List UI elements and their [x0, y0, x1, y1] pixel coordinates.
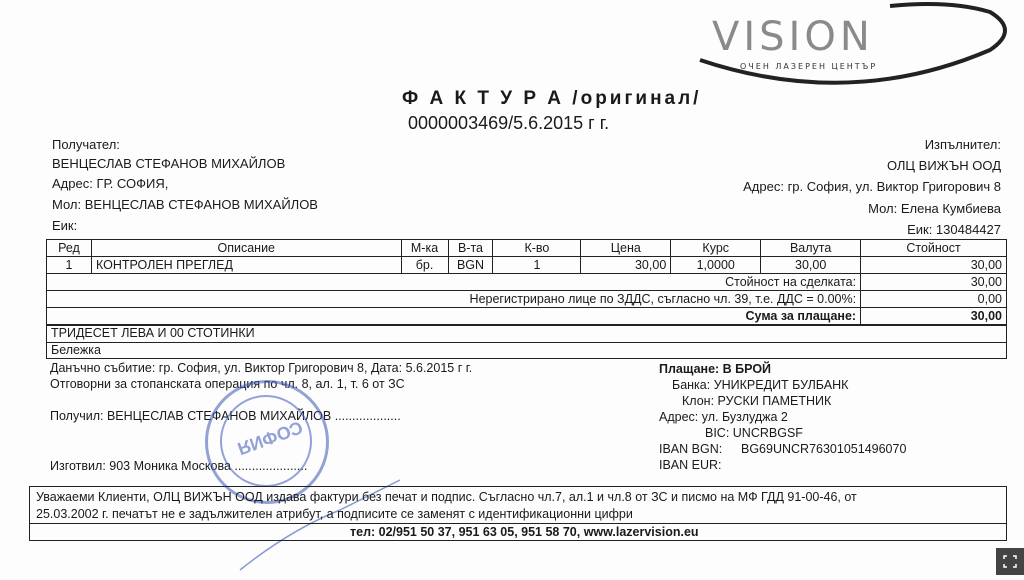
- recipient-eik: Еик:: [52, 218, 78, 233]
- cell-row-num: 1: [47, 257, 92, 274]
- invoice-items-table: [46, 239, 1007, 325]
- fullscreen-button[interactable]: [996, 548, 1024, 575]
- supplier-eik: Еик: 130484427: [907, 222, 1001, 237]
- supplier-name: ОЛЦ ВИЖЪН ООД: [886, 158, 1001, 173]
- prepared-by: Изготвил: 903 Моника Москова .....................: [50, 459, 308, 473]
- stamp-text: СОФИЯ: [234, 416, 306, 459]
- col-header: Ред: [47, 240, 92, 257]
- vision-logo: VISION: [712, 14, 874, 60]
- cell-price: 30,00: [581, 257, 671, 274]
- footer-line-1: Уважаеми Клиенти, ОЛЦ ВИЖЪН ООД издава фактури без печат и подпис. Съгласно чл.7, ал.1 и чл.8 от ЗС и писмо на МФ ГДД 91-00-46, от: [36, 490, 857, 504]
- deal-value-row: [47, 274, 1007, 291]
- deal-value: 30,00: [861, 274, 1007, 291]
- supplier-label: Изпълнител:: [924, 137, 1001, 152]
- cell-unit: бр.: [401, 257, 448, 274]
- note-label: Бележка: [51, 343, 101, 357]
- recipient-label: Получател:: [52, 137, 120, 152]
- supplier-mol: Мол: Елена Кумбиева: [868, 201, 1001, 216]
- bank-bic: BIC: UNCRBGSF: [705, 426, 803, 440]
- total-row: [47, 308, 1007, 325]
- col-header: М-ка: [401, 240, 448, 257]
- tax-event: Данъчно събитие: гр. София, ул. Виктор Григорович 8, Дата: 5.6.2015 г г.: [50, 361, 473, 375]
- col-header: Курс: [671, 240, 761, 257]
- bank-address: Адрес: ул. Бузлуджа 2: [659, 410, 788, 424]
- cell-qty: 1: [493, 257, 581, 274]
- cell-rate: 1,0000: [671, 257, 761, 274]
- bank-branch: Клон: РУСКИ ПАМЕТНИК: [682, 394, 832, 408]
- cell-currency: BGN: [448, 257, 493, 274]
- footer-divider: [30, 523, 1006, 524]
- footer-line-2: 25.03.2002 г. печатът не е задължителен атрибут, а подписите се заменят с идентификационни цифри: [36, 507, 633, 521]
- vat-label: Нерегистрирано лице по ЗДДС, съгласно чл. 39, т.е. ДДС = 0.00%:: [47, 291, 861, 308]
- invoice-title: Ф А К Т У Р А /оригинал/: [402, 88, 702, 109]
- table-row: [47, 257, 1007, 274]
- recipient-mol: Мол: ВЕНЦЕСЛАВ СТЕФАНОВ МИХАЙЛОВ: [52, 197, 318, 212]
- footer-box: [29, 486, 1007, 541]
- total-label: Сума за плащане:: [47, 308, 861, 325]
- recipient-address: Адрес: ГР. СОФИЯ,: [52, 176, 169, 191]
- iban-bgn-label: IBAN BGN:: [659, 442, 723, 456]
- col-header: Стойност: [861, 240, 1007, 257]
- invoice-number: 0000003469/5.6.2015 г г.: [408, 113, 610, 133]
- col-header: Цена: [581, 240, 671, 257]
- vat-value: 0,00: [861, 291, 1007, 308]
- amount-in-words: [46, 325, 1007, 342]
- footer-contacts: тел: 02/951 50 37, 951 63 05, 951 58 70, www.lazervision.eu: [350, 525, 699, 539]
- iban-eur-label: IBAN EUR:: [659, 458, 722, 472]
- recipient-name: ВЕНЦЕСЛАВ СТЕФАНОВ МИХАЙЛОВ: [52, 156, 286, 171]
- iban-bgn-value: BG69UNCR76301051496070: [741, 442, 907, 456]
- total-value: 30,00: [861, 308, 1007, 325]
- table-header-row: [47, 240, 1007, 257]
- responsible-persons: Отговорни за стопанската операция по чл. 8, ал. 1, т. 6 от ЗС: [50, 377, 405, 391]
- bank-name: Банка: УНИКРЕДИТ БУЛБАНК: [672, 378, 849, 392]
- col-header: В-та: [448, 240, 493, 257]
- received-by: Получил: ВЕНЦЕСЛАВ СТЕФАНОВ МИХАЙЛОВ ...................: [50, 409, 401, 423]
- col-header: Описание: [91, 240, 401, 257]
- amount-words-text: ТРИДЕСЕТ ЛЕВА И 00 СТОТИНКИ: [51, 326, 255, 340]
- col-header: Валута: [761, 240, 861, 257]
- note-box: [46, 342, 1007, 359]
- cell-currency-value: 30,00: [761, 257, 861, 274]
- vat-row: [47, 291, 1007, 308]
- supplier-address: Адрес: гр. София, ул. Виктор Григорович 8: [743, 179, 1001, 194]
- vision-tagline: ОЧЕН ЛАЗЕРЕН ЦЕНТЪР: [740, 62, 878, 71]
- col-header: К-во: [493, 240, 581, 257]
- deal-value-label: Стойност на сделката:: [47, 274, 861, 291]
- fullscreen-icon: [996, 548, 1024, 575]
- cell-amount: 30,00: [861, 257, 1007, 274]
- cell-description: КОНТРОЛЕН ПРЕГЛЕД: [91, 257, 401, 274]
- payment-method: Плащане: В БРОЙ: [659, 362, 772, 376]
